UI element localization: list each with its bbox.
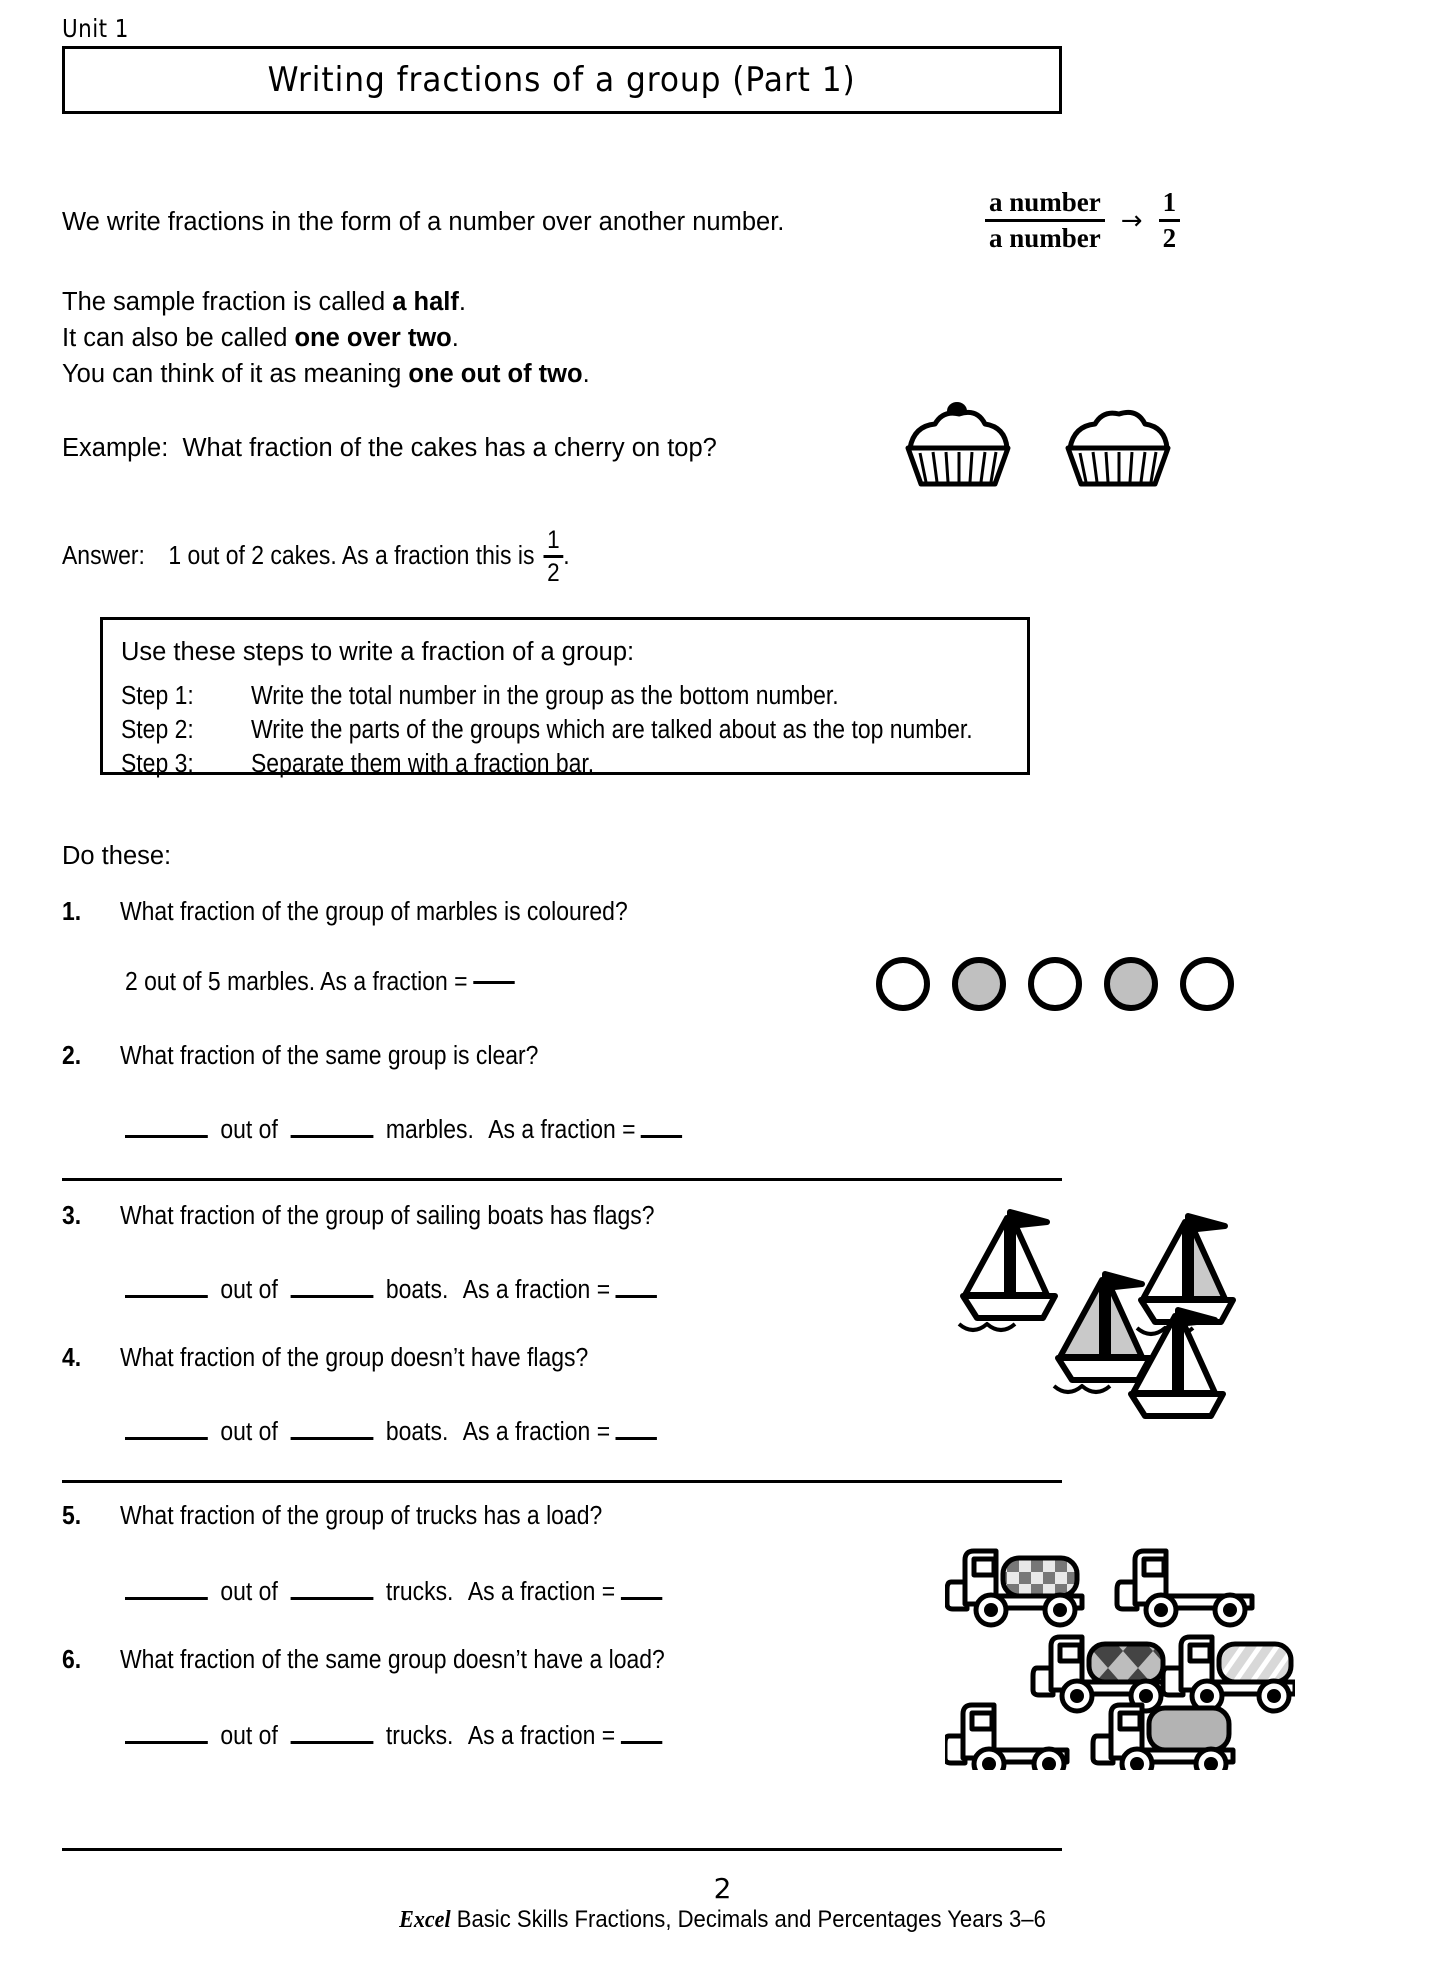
footer-subtitle: Basic Skills Fractions, Decimals and Percentages Years 3–6 (450, 1906, 1046, 1933)
question-3: 3. What fraction of the group of sailing boats has flags? (62, 1202, 655, 1230)
answer-blank-denominator[interactable] (290, 1112, 373, 1138)
answer-blank-denominator[interactable] (290, 1718, 373, 1744)
marbles-illustration (875, 955, 1235, 1013)
wheel (976, 1595, 1006, 1625)
wheel (1062, 1681, 1092, 1711)
question-6: 6. What fraction of the same group doesn’t have a load? (62, 1646, 665, 1674)
answer-blank-numerator[interactable] (125, 1414, 208, 1440)
intro-line-3: It can also be called one over two. (62, 324, 459, 352)
wheel (1259, 1681, 1289, 1711)
sailing-boat (1054, 1274, 1150, 1392)
fraction-bar (1159, 219, 1181, 222)
marble-coloured (1107, 960, 1155, 1008)
marble-coloured (955, 960, 1003, 1008)
question-2: 2. What fraction of the same group is clear? (62, 1042, 539, 1070)
step-row: Step 1: Write the total number in the group as the bottom number. (121, 682, 839, 710)
fraction-bar-blank[interactable] (616, 1295, 657, 1298)
truck-empty (945, 1705, 1067, 1770)
wheel (1045, 1595, 1075, 1625)
fraction-bar (543, 555, 563, 558)
intro-line-1: We write fractions in the form of a number over another number. (62, 208, 785, 236)
cakes-illustration (895, 398, 1215, 488)
answer-blank-numerator[interactable] (125, 1718, 208, 1744)
trucks-illustration (945, 1530, 1295, 1770)
answer-blank-numerator[interactable] (125, 1574, 208, 1600)
marble-clear (1031, 960, 1079, 1008)
answer-fraction: $\frac{1}{2}$ (543, 527, 563, 586)
truck-load (1149, 1708, 1229, 1750)
page-number: 2 (713, 1872, 732, 1905)
title-box (62, 46, 1062, 114)
example-label: Example: (62, 434, 169, 462)
boats-illustration (955, 1200, 1275, 1420)
footer-title (0, 1906, 1445, 1934)
wheel (1146, 1595, 1176, 1625)
fraction-bar-blank[interactable] (621, 1741, 662, 1744)
section-divider (62, 1480, 1062, 1483)
fraction-bar-blank[interactable] (473, 981, 514, 984)
answer-blank-denominator[interactable] (290, 1414, 373, 1440)
question-1: 1. What fraction of the group of marbles is coloured? (62, 898, 628, 926)
answer-text: 1 out of 2 cakes. As a fraction this is (168, 542, 535, 570)
intro-line-4: You can think of it as meaning one out of two. (62, 360, 590, 388)
truck-load (1089, 1644, 1163, 1682)
truck-empty (1117, 1551, 1252, 1625)
answer-period: . (563, 542, 570, 570)
truck-with-load (1163, 1637, 1295, 1711)
wheel (1196, 1749, 1226, 1770)
question-4-answer: out of boats. As a fraction = (125, 1414, 716, 1447)
answer-blank-denominator[interactable] (290, 1574, 373, 1600)
question-3-answer: out of boats. As a fraction = (125, 1272, 716, 1305)
truck-with-load (1033, 1637, 1168, 1711)
example-line (62, 434, 717, 463)
bold-one-out-of-two: one out of two (408, 360, 583, 388)
fraction-bar (985, 219, 1105, 222)
marble-clear (879, 960, 927, 1008)
formula-half-fraction: $\frac{1}{2}$ (1159, 188, 1181, 253)
cake-plain (1068, 412, 1168, 484)
arrow-right-icon: → (1120, 205, 1143, 236)
section-divider (62, 1178, 1062, 1181)
answer-blank-numerator[interactable] (125, 1112, 208, 1138)
truck-load (1219, 1644, 1291, 1682)
fraction-bar-blank[interactable] (621, 1597, 662, 1600)
answer-label: Answer: (62, 542, 145, 570)
wheel (1034, 1749, 1064, 1770)
cake-with-cherry (908, 402, 1008, 484)
truck-with-load (947, 1551, 1082, 1625)
marble-clear (1183, 960, 1231, 1008)
bold-a-half: a half (392, 288, 459, 316)
answer-line (62, 527, 626, 586)
brand-name: Excel (399, 1907, 451, 1933)
exercises-heading: Do these: (62, 842, 172, 870)
question-4: 4. What fraction of the group doesn’t have flags? (62, 1344, 589, 1372)
fraction-bar-blank[interactable] (616, 1437, 657, 1440)
steps-box (100, 617, 1030, 778)
question-5: 5. What fraction of the group of trucks has a load? (62, 1502, 603, 1530)
steps-intro: Use these steps to write a fraction of a group: (121, 638, 635, 666)
answer-blank-numerator[interactable] (125, 1272, 208, 1298)
bold-one-over-two: one over two (294, 324, 452, 352)
wheel (974, 1749, 1004, 1770)
answer-blank-denominator[interactable] (290, 1272, 373, 1298)
formula-generic-fraction: $\frac{\text{a number}}{\text{a number}}$ (985, 188, 1105, 253)
question-5-answer: out of trucks. As a fraction = (125, 1574, 722, 1607)
question-2-answer: out of marbles. As a fraction = (125, 1112, 744, 1145)
question-1-answer: 2 out of 5 marbles. As a fraction = (125, 968, 558, 997)
wheel (1215, 1595, 1245, 1625)
fraction-bar-blank[interactable] (641, 1135, 682, 1138)
wheel (1122, 1749, 1152, 1770)
example-question: What fraction of the cakes has a cherry on top? (182, 434, 717, 462)
unit-label: Unit 1 (62, 14, 129, 43)
truck-with-load (1093, 1705, 1233, 1770)
truck-load (1003, 1558, 1077, 1596)
fraction-formula (985, 188, 1180, 253)
sailing-boat (959, 1212, 1055, 1330)
step-row: Step 3: Separate them with a fraction bar. (121, 750, 595, 778)
question-6-answer: out of trucks. As a fraction = (125, 1718, 722, 1751)
step-row: Step 2: Write the parts of the groups which are talked about as the top number. (121, 716, 973, 744)
intro-line-2: The sample fraction is called a half. (62, 288, 466, 316)
footer-divider (62, 1848, 1062, 1851)
page-title: Writing fractions of a group (Part 1) (267, 60, 857, 100)
